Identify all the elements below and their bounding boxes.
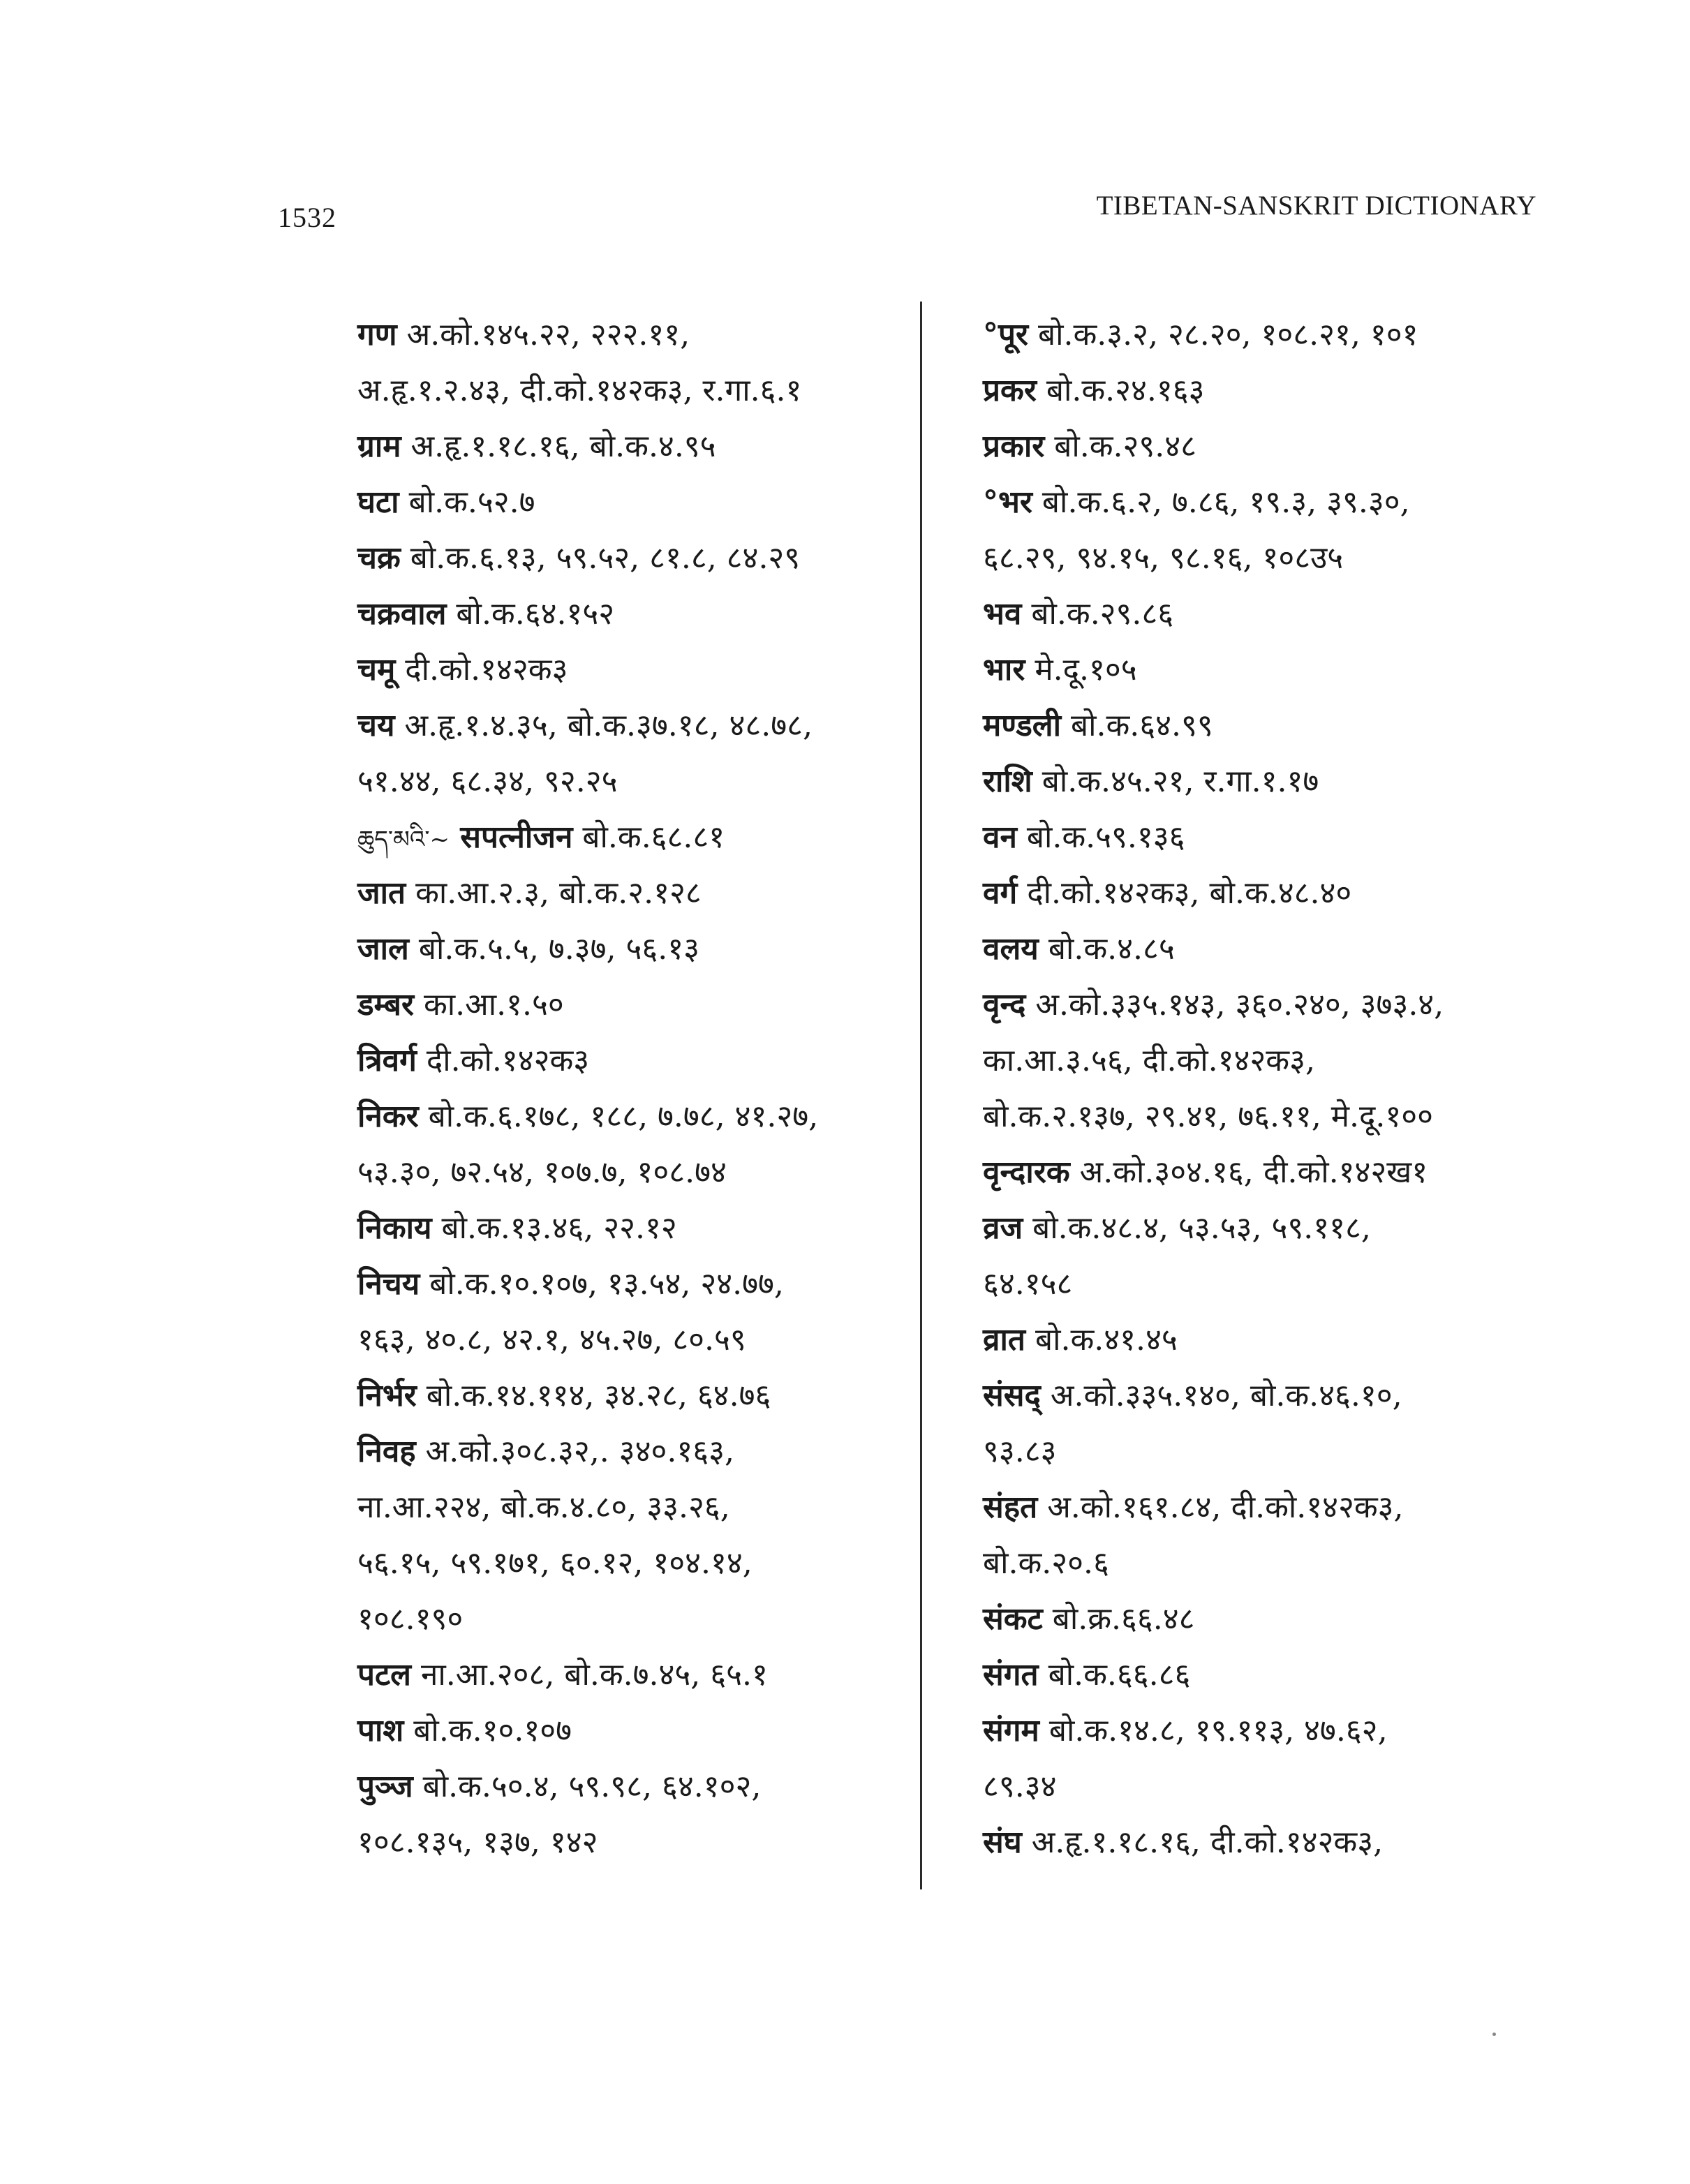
entry-line <box>357 1089 902 1145</box>
references: बो.क.५०.४, ५९.९८, ६४.१०२, <box>413 1769 762 1804</box>
entry-line <box>357 698 902 754</box>
entry-line <box>357 1480 902 1536</box>
references: बो.क.५२.७ <box>399 484 535 520</box>
references: दी.को.१४२क३ <box>416 1043 590 1078</box>
references: बो.क.२.१३७, २९.४१, ७६.११, मे.दू.१०० <box>983 1099 1434 1134</box>
references: बो.क.२४.१६३ <box>1036 373 1205 408</box>
headword: वृन्दारक <box>983 1154 1070 1190</box>
entry-line <box>357 866 902 921</box>
entry-line <box>983 977 1541 1033</box>
references: ६४.१५८ <box>983 1266 1073 1302</box>
entry-line <box>357 475 902 530</box>
references: बो.क.१४.११४, ३४.२८, ६४.७६ <box>416 1378 771 1413</box>
references: बो.क.५.५, ७.३७, ५६.१३ <box>408 931 699 967</box>
headword: ग्राम <box>357 429 401 464</box>
entry-line <box>357 419 902 475</box>
entry-line <box>357 810 902 866</box>
entry-line <box>983 866 1541 921</box>
headword: °भर <box>983 484 1032 520</box>
headword: वृन्द <box>983 987 1026 1023</box>
references: बो.क.६६.८६ <box>1038 1657 1191 1693</box>
headword: भव <box>983 596 1022 632</box>
headword: वर्ग <box>983 875 1018 911</box>
entry-line <box>983 475 1541 530</box>
headword: निकाय <box>357 1210 432 1246</box>
headword: मण्डली <box>983 708 1061 743</box>
tibetan-prefix: ཆུད་མའི་~ <box>357 826 450 854</box>
headword: चमू <box>357 652 396 688</box>
entry-line <box>357 754 902 810</box>
headword: °पूर <box>983 317 1028 352</box>
references: बो.क.२०.६ <box>983 1545 1109 1581</box>
references: ५३.३०, ७२.५४, १०७.७, १०८.७४ <box>357 1154 727 1190</box>
references: मे.दू.१०५ <box>1025 652 1137 688</box>
entry-line <box>357 1815 902 1871</box>
references: अ.को.३०४.१६, दी.को.१४२ख१ <box>1069 1154 1428 1190</box>
references: अ.को.३३५.१४०, बो.क.४६.१०, <box>1040 1378 1402 1413</box>
entry-line <box>983 1759 1541 1815</box>
references: ५६.१५, ५९.१७१, ६०.१२, १०४.१४, <box>357 1545 753 1581</box>
headword: निचय <box>357 1266 420 1302</box>
entry-line <box>983 586 1541 642</box>
references: बो.क.४.८५ <box>1038 931 1175 967</box>
entry-line <box>357 642 902 698</box>
references: अ.को.३३५.१४३, ३६०.२४०, ३७३.४, <box>1025 987 1444 1023</box>
entry-line <box>983 363 1541 419</box>
entry-line <box>983 1312 1541 1368</box>
entry-line <box>983 307 1541 363</box>
headword: वलय <box>983 931 1039 967</box>
references: बो.क.६.२, ७.८६, १९.३, ३९.३०, <box>1032 484 1410 520</box>
headword: वन <box>983 819 1017 855</box>
references: ९३.८३ <box>983 1434 1057 1469</box>
references: बो.क.१०.१०७ <box>403 1713 572 1748</box>
headword: संहत <box>983 1490 1038 1525</box>
headword: चय <box>357 708 395 743</box>
references: बो.क.५९.१३६ <box>1016 819 1185 855</box>
references: बो.क.३.२, २८.२०, १०८.२१, १०१ <box>1028 317 1418 352</box>
headword: संगम <box>983 1713 1039 1748</box>
running-title: TIBETAN-SANSKRIT DICTIONARY <box>1096 191 1536 221</box>
entry-line <box>983 1033 1541 1089</box>
references: १०८.१३५, १३७, १४२ <box>357 1825 598 1860</box>
entry-line <box>357 1201 902 1256</box>
entry-line <box>357 1647 902 1703</box>
entry-line <box>983 1591 1541 1647</box>
page-number: 1532 <box>278 202 336 233</box>
entry-line <box>357 363 902 419</box>
entry-line <box>983 419 1541 475</box>
entry-line <box>983 1480 1541 1536</box>
entry-line <box>983 1424 1541 1480</box>
references: बो.क्र.६६.४८ <box>1042 1601 1195 1637</box>
entry-line <box>357 1145 902 1201</box>
references: का.आ.२.३, बो.क.२.१२८ <box>406 875 702 911</box>
entry-line <box>357 307 902 363</box>
entry-line <box>983 1703 1541 1759</box>
references: बो.क.२९.४८ <box>1044 429 1197 464</box>
headword: निर्भर <box>357 1378 417 1413</box>
references: अ.को.३०८.३२,. ३४०.१६३, <box>415 1434 735 1469</box>
entry-line <box>357 1312 902 1368</box>
references: बो.क.६४.९९ <box>1060 708 1213 743</box>
headword: चक्रवाल <box>357 596 447 632</box>
right-column <box>983 307 1541 1871</box>
references: बो.क.१०.१०७, १३.५४, २४.७७, <box>420 1266 784 1302</box>
references: अ.हृ.१.४.३५, बो.क.३७.१८, ४८.७८, <box>394 708 813 743</box>
references: अ.को.१६१.८४, दी.को.१४२क३, <box>1037 1490 1404 1525</box>
entry-line <box>357 977 902 1033</box>
headword: घटा <box>357 484 399 520</box>
entry-line <box>983 530 1541 586</box>
headword: राशि <box>983 764 1032 799</box>
entry-line <box>357 1759 902 1815</box>
headword: त्रिवर्ग <box>357 1043 417 1078</box>
references: बो.क.६८.८१ <box>572 819 725 855</box>
headword: गण <box>357 317 397 352</box>
references: ना.आ.२०८, बो.क.७.४५, ६५.१ <box>411 1657 768 1693</box>
headword: चक्र <box>357 540 401 576</box>
references: बो.क.६४.१५२ <box>446 596 615 632</box>
entry-line <box>983 1647 1541 1703</box>
entry-line <box>983 921 1541 977</box>
references: अ.हृ.१.२.४३, दी.को.१४२क३, र.गा.६.१ <box>357 373 802 408</box>
references: ६८.२९, ९४.१५, ९८.१६, १०८उ५ <box>983 540 1344 576</box>
headword: पुञ्ज <box>357 1769 413 1804</box>
references: बो.क.४५.२१, र.गा.१.१७ <box>1032 764 1319 799</box>
references: बो.क.२९.८६ <box>1021 596 1174 632</box>
entry-line <box>983 810 1541 866</box>
references: ८९.३४ <box>983 1769 1057 1804</box>
headword: सपत्नीजन <box>449 819 573 855</box>
headword: व्रात <box>983 1322 1025 1358</box>
headword: पाश <box>357 1713 404 1748</box>
headword: निवह <box>357 1434 416 1469</box>
references: ५१.४४, ६८.३४, ९२.२५ <box>357 764 618 799</box>
entry-line <box>983 1089 1541 1145</box>
references: बो.क.४८.४, ५३.५३, ५९.११८, <box>1023 1210 1371 1246</box>
entry-line <box>983 1201 1541 1256</box>
references: बो.क.६.१३, ५९.५२, ८१.८, ८४.२९ <box>400 540 801 576</box>
headword: डम्बर <box>357 987 414 1023</box>
entry-line <box>357 586 902 642</box>
references: बो.क.१३.४६, २२.१२ <box>431 1210 677 1246</box>
references: का.आ.१.५० <box>413 987 564 1023</box>
references: बो.क.१४.८, १९.११३, ४७.६२, <box>1039 1713 1388 1748</box>
headword: जात <box>357 875 406 911</box>
scan-speck <box>1492 2033 1496 2036</box>
references: १६३, ४०.८, ४२.१, ४५.२७, ८०.५९ <box>357 1322 746 1358</box>
entry-line <box>983 1145 1541 1201</box>
entry-line <box>983 698 1541 754</box>
references: का.आ.३.५६, दी.को.१४२क३, <box>983 1043 1315 1078</box>
entry-line <box>983 1256 1541 1312</box>
entry-line <box>357 1033 902 1089</box>
references: बो.क.४१.४५ <box>1025 1322 1178 1358</box>
entry-line <box>983 1815 1541 1871</box>
references: दी.को.१४२क३, बो.क.४८.४० <box>1017 875 1352 911</box>
entry-line <box>357 921 902 977</box>
entry-line <box>357 1424 902 1480</box>
entry-line <box>983 642 1541 698</box>
left-column <box>357 307 902 1871</box>
entry-line <box>357 1536 902 1591</box>
headword: निकर <box>357 1099 419 1134</box>
headword: पटल <box>357 1657 411 1693</box>
headword: संगत <box>983 1657 1039 1693</box>
headword: संघ <box>983 1825 1022 1860</box>
entry-line <box>357 1591 902 1647</box>
entry-line <box>983 754 1541 810</box>
references: बो.क.६.१७८, १८८, ७.७८, ४१.२७, <box>418 1099 819 1134</box>
headword: संसद् <box>983 1378 1041 1413</box>
references: अ.हृ.१.१८.१६, दी.को.१४२क३, <box>1021 1825 1384 1860</box>
entry-line <box>357 1256 902 1312</box>
column-divider <box>920 302 922 1889</box>
entry-line <box>983 1368 1541 1424</box>
references: अ.हृ.१.१८.१६, बो.क.४.९५ <box>401 429 716 464</box>
references: दी.को.१४२क३ <box>395 652 568 688</box>
references: १०८.१९० <box>357 1601 464 1637</box>
entry-line <box>983 1536 1541 1591</box>
headword: भार <box>983 652 1025 688</box>
headword: व्रज <box>983 1210 1023 1246</box>
headword: प्रकार <box>983 429 1045 464</box>
headword: जाल <box>357 931 409 967</box>
headword: प्रकर <box>983 373 1037 408</box>
references: अ.को.१४५.२२, २२२.११, <box>396 317 690 352</box>
entry-line <box>357 1368 902 1424</box>
entry-line <box>357 1703 902 1759</box>
headword: संकट <box>983 1601 1043 1637</box>
references: ना.आ.२२४, बो.क.४.८०, ३३.२६, <box>357 1490 730 1525</box>
entry-line <box>357 530 902 586</box>
